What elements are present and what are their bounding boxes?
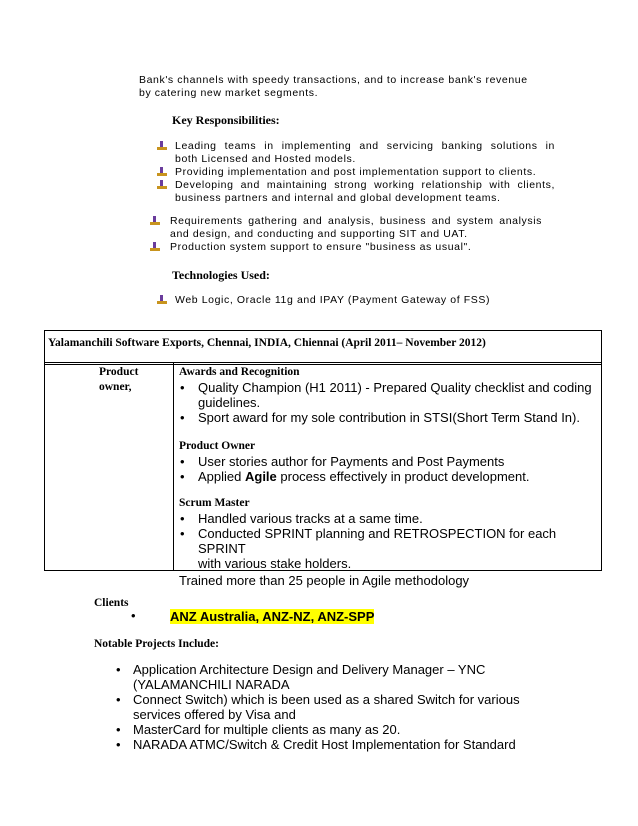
bullet-icon: • [116,722,121,737]
technologies-item: Web Logic, Oracle 11g and IPAY (Payment Gateway of FSS) [175,294,491,306]
list-item: • User stories author for Payments and Post Payments [180,454,505,469]
list-item-cont: and design, and conducting and supporting SIT and UAT. [170,228,468,240]
intro-paragraph [139,74,528,100]
responsibilities-list-2 [170,215,542,254]
bullet-icon: • [180,511,185,526]
scrum-master-heading: Scrum Master [179,497,250,509]
list-item-cont: business partners and internal and global development teams. [175,192,501,204]
intro-line-1: Bank's channels with speedy transactions, and to increase bank's revenue [139,74,528,86]
bullet-icon: • [180,380,185,395]
list-item: • Applied Agile process effectively in product development. [180,469,530,484]
technologies-heading: Technologies Used: [172,268,270,282]
notable-projects-heading: Notable Projects Include: [94,638,219,650]
list-item: • NARADA ATMC/Switch & Credit Host Implementation for Standard [116,737,516,752]
pin-bullet-icon [157,295,167,305]
bullet-icon: • [180,410,185,425]
key-responsibilities-heading: Key Responsibilities: [172,113,280,127]
list-item: • Application Architecture Design and Delivery Manager – YNC (YALAMANCHILI NARADA [116,662,486,692]
trained-note: Trained more than 25 people in Agile methodology [179,573,470,588]
bullet-icon: • [116,662,121,677]
pin-bullet-icon [157,141,167,151]
list-item: Developing and maintaining strong working relationship with clients, [175,179,555,191]
notable-projects-list [116,662,603,752]
list-item: • Quality Champion (H1 2011) - Prepared Quality checklist and coding guidelines. [180,380,592,410]
bullet-icon: • [131,608,136,623]
bullet-icon: • [180,454,185,469]
pin-bullet-icon [150,216,160,226]
awards-heading: Awards and Recognition [179,366,300,378]
list-item: • MasterCard for multiple clients as many as 20. [116,722,401,737]
employer-header: Yalamanchili Software Exports, Chennai, INDIA, Chiennai (April 2011– November 2012) [48,337,486,349]
clients-value: ANZ Australia, ANZ-NZ, ANZ-SPP [170,609,375,624]
role-cell [99,365,138,395]
bullet-icon: • [116,692,121,707]
list-item: Requirements gathering and analysis, business and system analysis [170,215,542,227]
employer-header-cell [44,330,602,365]
list-item: Leading teams in implementing and servicing banking solutions in [175,140,555,152]
pin-bullet-icon [157,180,167,190]
list-item: Production system support to ensure "business as usual". [170,241,472,253]
pin-bullet-icon [150,242,160,252]
list-item: • Conducted SPRINT planning and RETROSPECTION for each SPRINT with various stake holders. [180,526,557,571]
list-item-cont: both Licensed and Hosted models. [175,153,356,165]
bullet-icon: • [116,737,121,752]
list-item: Providing implementation and post implementation support to clients. [175,166,537,178]
product-owner-heading: Product Owner [179,440,256,452]
role-line-2: owner, [99,381,132,393]
list-item: • Handled various tracks at a same time. [180,511,423,526]
pin-bullet-icon [157,167,167,177]
list-item: • Connect Switch) which is been used as a shared Switch for various services offered by Visa and [116,692,520,722]
employer-body [44,362,602,588]
responsibilities-list [175,140,555,205]
intro-line-2: by catering new market segments. [139,87,319,99]
bullet-icon: • [180,469,185,484]
agile-keyword: Agile [244,469,277,484]
clients-heading: Clients [94,597,129,609]
details-cell [179,365,599,588]
role-line-1: Product [99,366,139,378]
bullet-icon: • [180,526,185,541]
list-item: • Sport award for my sole contribution in STSI(Short Term Stand In). [180,410,580,425]
column-divider [173,363,174,570]
